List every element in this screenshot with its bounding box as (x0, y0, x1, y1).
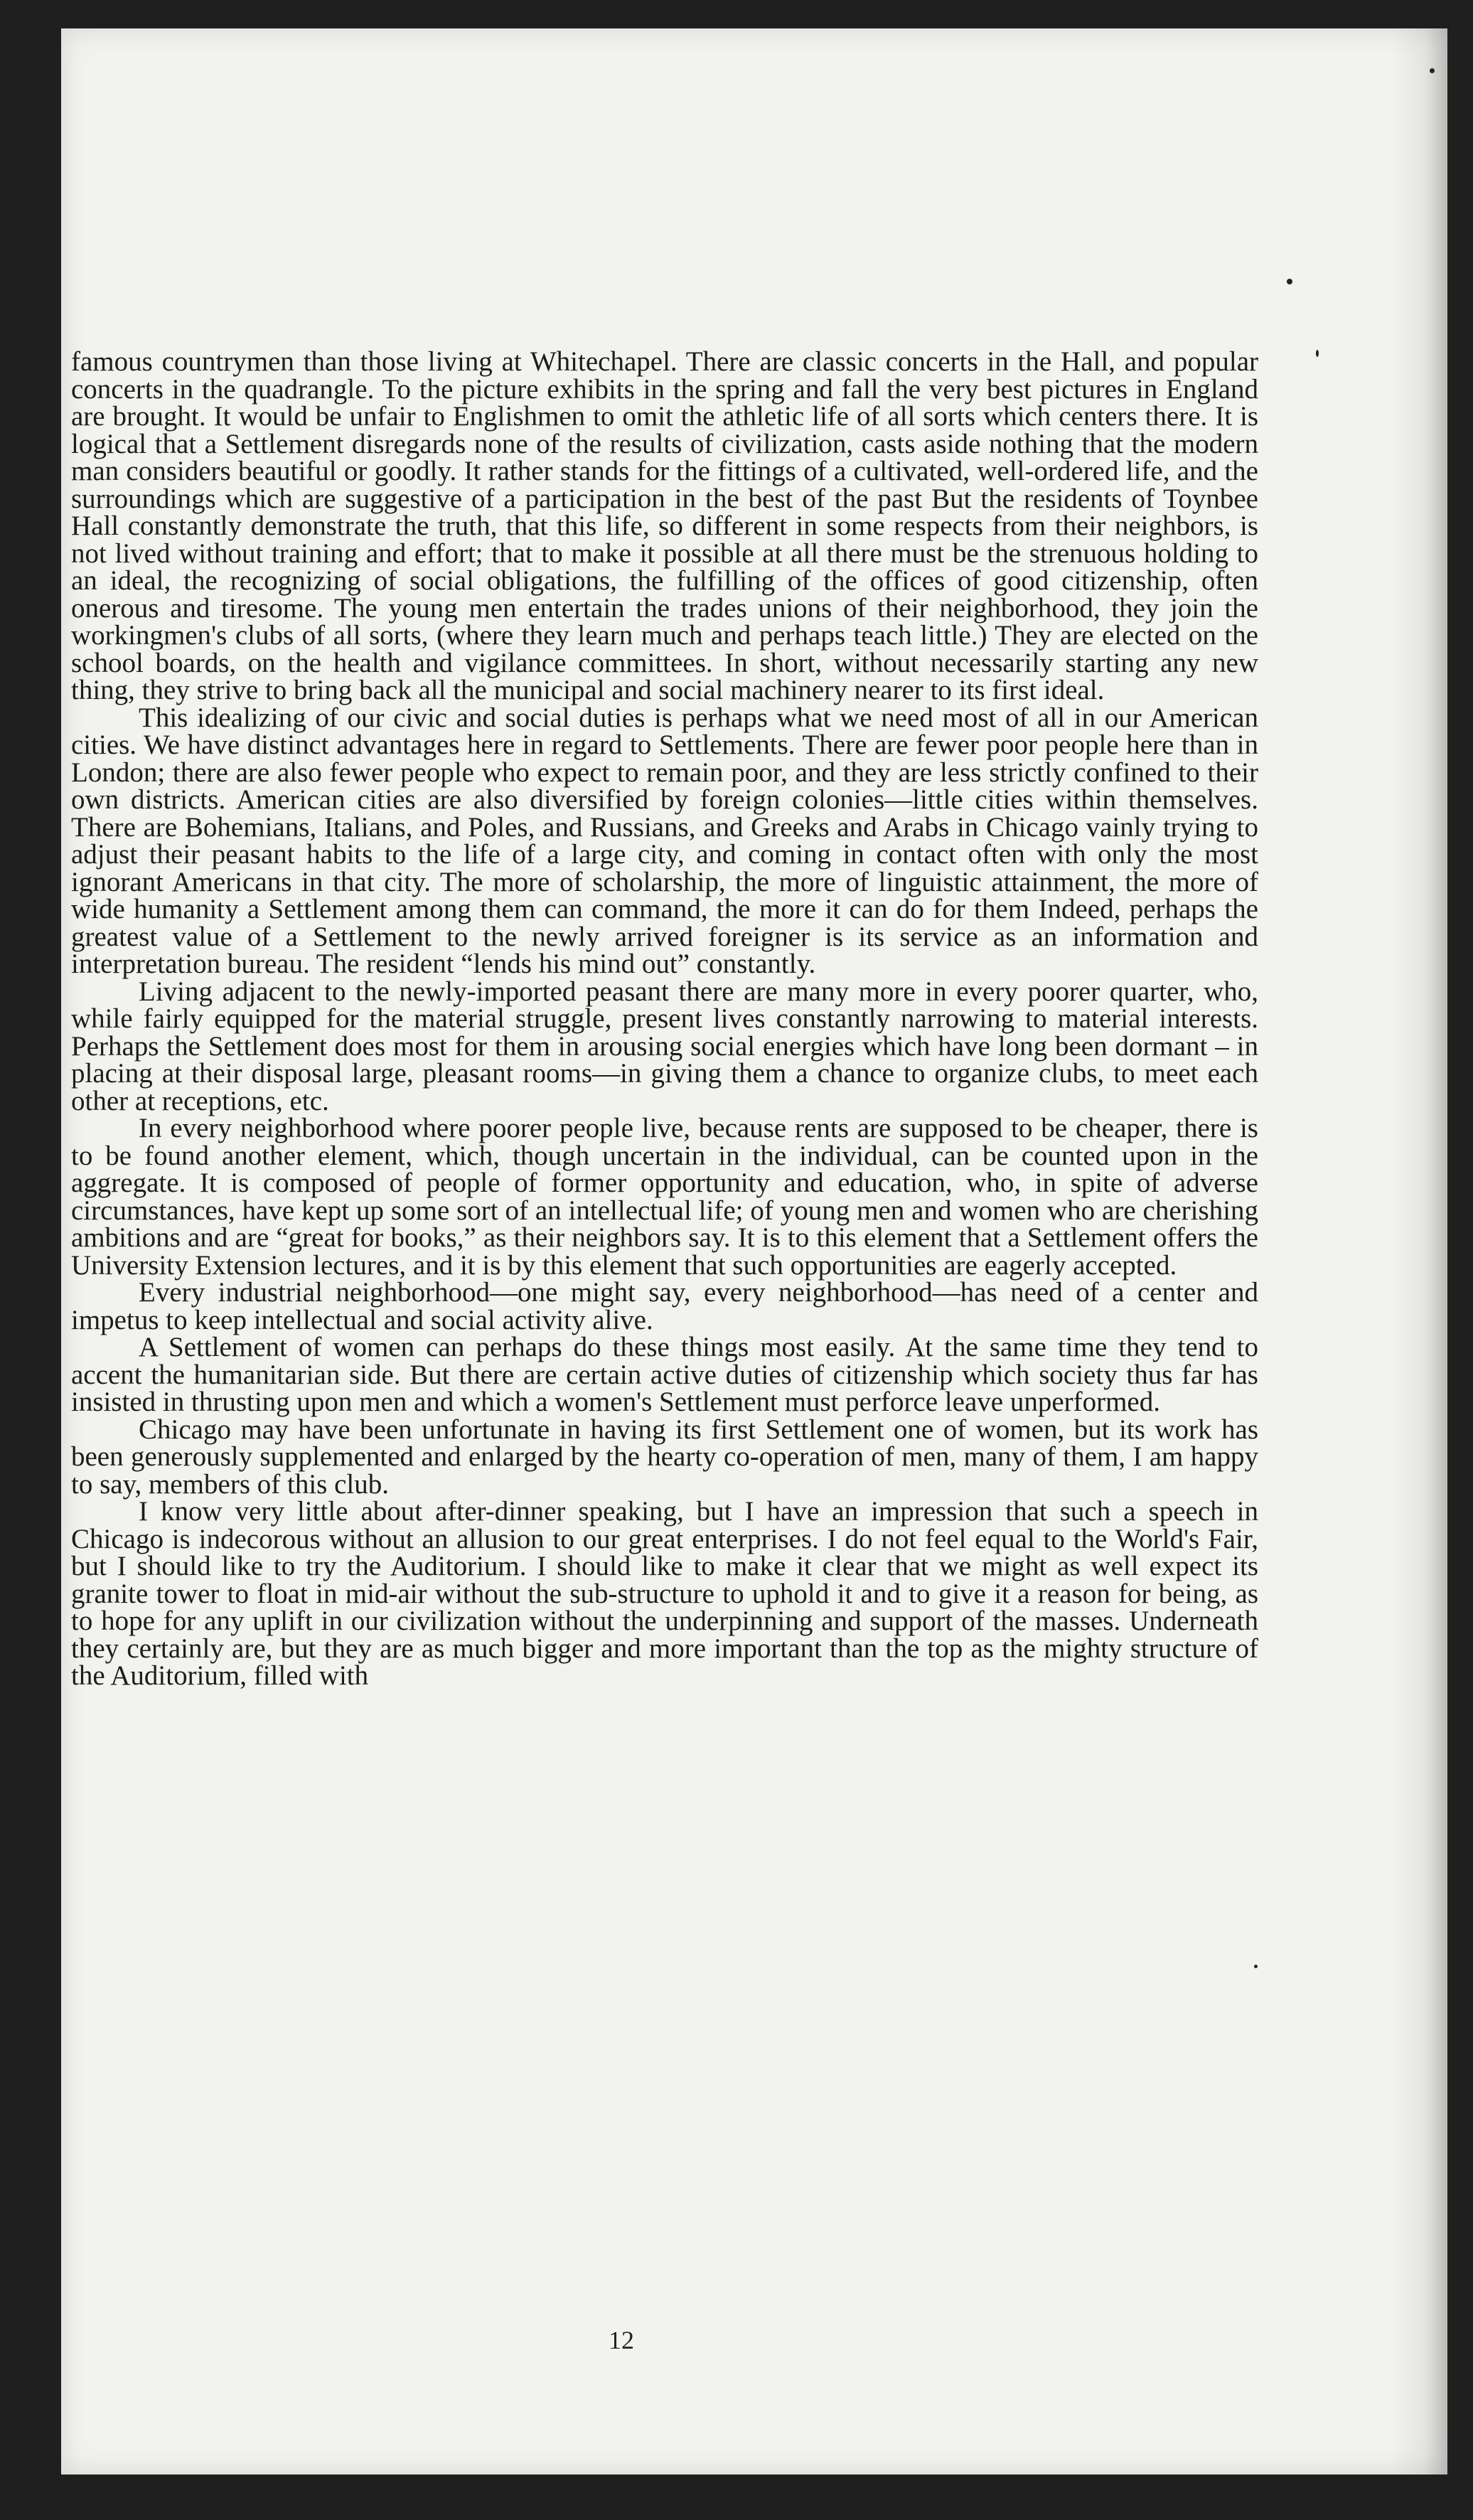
paragraph-2: This idealizing of our civic and social duties is perhaps what we need most of all in our American cities. We have distinct advantages here in regard to Settlements. There are fewer poor people here than in London; there are also fewer people who expect to remain poor, and they are less strictly confined to their own districts. American cities are also diversified by foreign colonies—little cities within themselves. There are Bohemians, Italians, and Poles, and Russians, and Greeks and Arabs in Chicago vainly trying to adjust their peasant habits to the life of a large city, and coming in contact often with only the most ignorant Americans in that city. The more of scholarship, the more of linguistic attainment, the more of wide humanity a Settlement among them can command, the more it can do for them Indeed, perhaps the greatest value of a Settlement to the newly arrived foreigner is its service as an information and interpretation bureau. The resident “lends his mind out” constantly. (71, 702, 1258, 979)
paragraph-5: Every industrial neighborhood—one might say, every neighborhood—has need of a center and impetus to keep intellectual and social activity alive. (71, 1277, 1258, 1335)
speck-mark (1254, 1965, 1258, 1968)
paragraph-6: A Settlement of women can perhaps do these things most easily. At the same time they tend to accent the humanitarian side. But there are certain active duties of citizenship which society thus far has insisted in thrusting upon men and which a women's Settlement must perforce leave unperformed. (71, 1332, 1258, 1417)
document-page (61, 28, 1447, 2474)
paragraph-8: I know very little about after-dinner speaking, but I have an impression that such a speech in Chicago is indecorous without an allusion to our great enterprises. I do not feel equal to the World's Fair, but I should like to try the Auditorium. I should like to make it clear that we might as well expect its granite tower to float in mid-air without the sub-structure to uphold it and to give it a reason for being, as to hope for any uplift in our civilization without the underpinning and support of the masses. Underneath they certainly are, but they are as much bigger and more important than the top as the mighty structure of the Auditorium, filled with (71, 1496, 1258, 1691)
paragraph-4: In every neighborhood where poorer people live, because rents are supposed to be cheaper, there is to be found another element, which, though uncertain in the individual, can be counted upon in the aggregate. It is composed of people of former opportunity and education, who, in spite of adverse circumstances, have kept up some sort of an intellectual life; of young men and women who are cherishing ambitions and are “great for books,” as their neighbors say. It is to this element that a Settlement offers the University Extension lectures, and it is by this element that such opportunities are eagerly accepted. (71, 1113, 1258, 1281)
paragraph-7: Chicago may have been unfortunate in having its first Settlement one of women, but its work has been generously supplemented and enlarged by the hearty co-operation of men, many of them, I am happy to say, members of this club. (71, 1414, 1258, 1500)
speck-mark (1316, 350, 1319, 357)
speck-mark (1287, 279, 1292, 284)
paragraph-3: Living adjacent to the newly-imported peasant there are many more in every poorer quarter, who, while fairly equipped for the material struggle, present lives constantly narrowing to material interests. Perhaps the Settlement does most for them in arousing social energies which have long been dormant – in placing at their disposal large, pleasant rooms—in giving them a chance to organize clubs, to meet each other at receptions, etc. (71, 976, 1258, 1116)
paragraph-1: famous countrymen than those living at Whitechapel. There are classic concerts in the Hall, and popular concerts in the quadrangle. To the picture exhibits in the spring and fall the very best pictures in England are brought. It would be unfair to Englishmen to omit the athletic life of all sorts which centers there. It is logical that a Settlement disregards none of the results of civilization, casts aside nothing that the modern man considers beautiful or goodly. It rather stands for the fittings of a cultivated, well-ordered life, and the surroundings which are suggestive of a participation in the best of the past But the residents of Toynbee Hall constantly demonstrate the truth, that this life, so different in some respects from their neighbors, is not lived without training and effort; that to make it possible at all there must be the strenuous holding to an ideal, the recognizing of social obligations, the fulfilling of the offices of good citizenship, often onerous and tiresome. The young men entertain the trades unions of their neighborhood, they join the workingmen's clubs of all sorts, (where they learn much and perhaps teach little.) They are elected on the school boards, on the health and vigilance committees. In short, without necessarily starting any new thing, they strive to bring back all the municipal and social machinery nearer to its first ideal. (71, 346, 1258, 705)
page-edge-shadow (1391, 28, 1447, 2474)
speck-mark (1430, 68, 1435, 73)
page-number: 12 (609, 2326, 634, 2354)
body-text (71, 348, 1258, 1690)
